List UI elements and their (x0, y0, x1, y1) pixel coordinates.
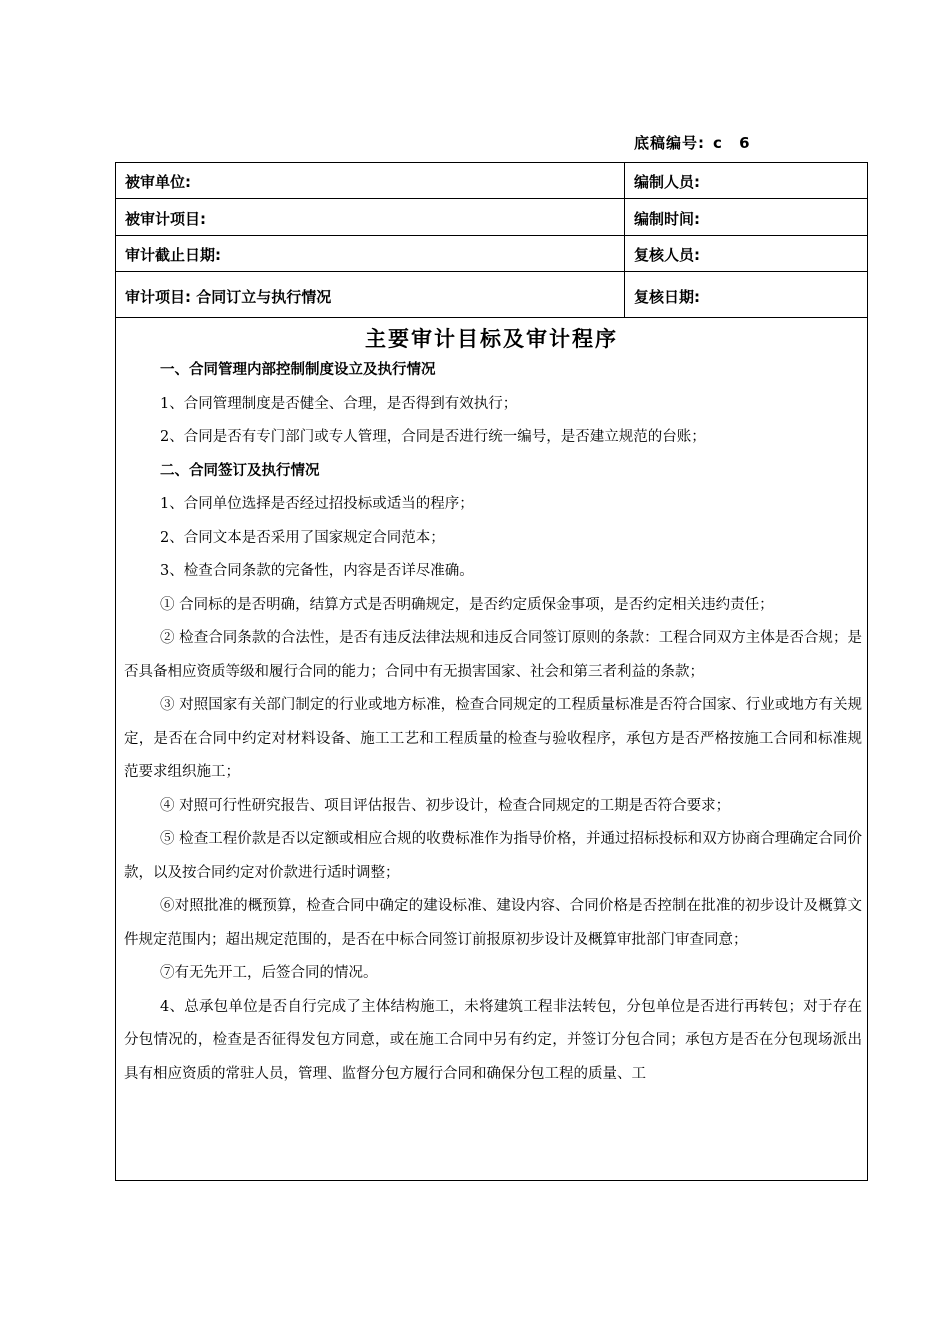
audit-worksheet (115, 162, 868, 1181)
procedure-body (124, 354, 862, 1091)
procedure-item: 1、合同单位选择是否经过招投标或适当的程序； (160, 496, 474, 512)
audited-unit-label: 被审单位: (125, 173, 191, 191)
draft-number-value: c 6 (713, 134, 756, 152)
header-row-1 (116, 163, 867, 199)
procedure-item: 1、合同管理制度是否健全、合理，是否得到有效执行； (160, 395, 518, 412)
header-row-2 (116, 199, 867, 236)
header-row-3 (116, 236, 867, 272)
prepared-time-label: 编制时间: (634, 210, 700, 228)
procedure-item: ④ 对照可行性研究报告、项目评估报告、初步设计，检查合同规定的工期是否符合要求； (160, 797, 731, 814)
audit-item-label: 审计项目: 合同订立与执行情况 (125, 288, 332, 306)
header-divider (624, 163, 625, 318)
procedure-item: 3、检查合同条款的完备性，内容是否详尽准确。 (160, 563, 474, 579)
procedure-item: 2、合同是否有专门部门或专人管理，合同是否进行统一编号，是否建立规范的台账； (160, 429, 706, 445)
draft-number (634, 132, 756, 153)
preparer-label: 编制人员: (634, 173, 700, 191)
procedure-item: 2、合同文本是否采用了国家规定合同范本； (160, 529, 445, 546)
procedure-item: ② 检查合同条款的合法性，是否有违反法律法规和违反合同签订原则的条款：工程合同双方主体是否合规；是否具备相应资质等级和履行合同的能力；合同中有无损害国家、社会和第三者利益的条款； (124, 630, 862, 680)
procedure-item: ⑥对照批准的概预算，检查合同中确定的建设标准、建设内容、合同价格是否控制在批准的初步设计及概算文件规定范围内；超出规定范围的，是否在中标合同签订前报原初步设计及概算审批部门审查同意； (124, 898, 862, 948)
procedure-item: ⑦有无先开工，后签合同的情况。 (160, 965, 378, 981)
section-heading-1: 一、合同管理内部控制制度设立及执行情况 (160, 362, 436, 378)
reviewer-label: 复核人员: (634, 246, 700, 264)
audited-project-label: 被审计项目: (125, 210, 206, 228)
procedure-item: ⑤ 检查工程价款是否以定额或相应合规的收费标准作为指导价格，并通过招标投标和双方协商合理确定合同价款，以及按合同约定对价款进行适时调整； (124, 831, 862, 881)
procedure-item: 4、总承包单位是否自行完成了主体结构施工，未将建筑工程非法转包，分包单位是否进行再转包；对于存在分包情况的，检查是否征得发包方同意，或在施工合同中另有约定，并签订分包合同；承包方是否在分包现场派出具有相应资质的常驻人员，管理、监督分包方履行合同和确保分包工程的质量、工 (124, 998, 862, 1082)
review-date-label: 复核日期: (634, 288, 700, 306)
draft-number-label: 底稿编号: (634, 134, 705, 152)
section-heading-2: 二、合同签订及执行情况 (160, 462, 320, 479)
section-title: 主要审计目标及审计程序 (365, 327, 618, 351)
procedure-item: ③ 对照国家有关部门制定的行业或地方标准，检查合同规定的工程质量标准是否符合国家、行业或地方有关规定，是否在合同中约定对材料设备、施工工艺和工程质量的检查与验收程序，承包方是否严格按施工合同和标准规范要求组织施工； (124, 697, 862, 780)
procedure-item: ① 合同标的是否明确，结算方式是否明确规定，是否约定质保金事项，是否约定相关违约责任； (160, 596, 774, 613)
cutoff-date-label: 审计截止日期: (125, 246, 221, 264)
